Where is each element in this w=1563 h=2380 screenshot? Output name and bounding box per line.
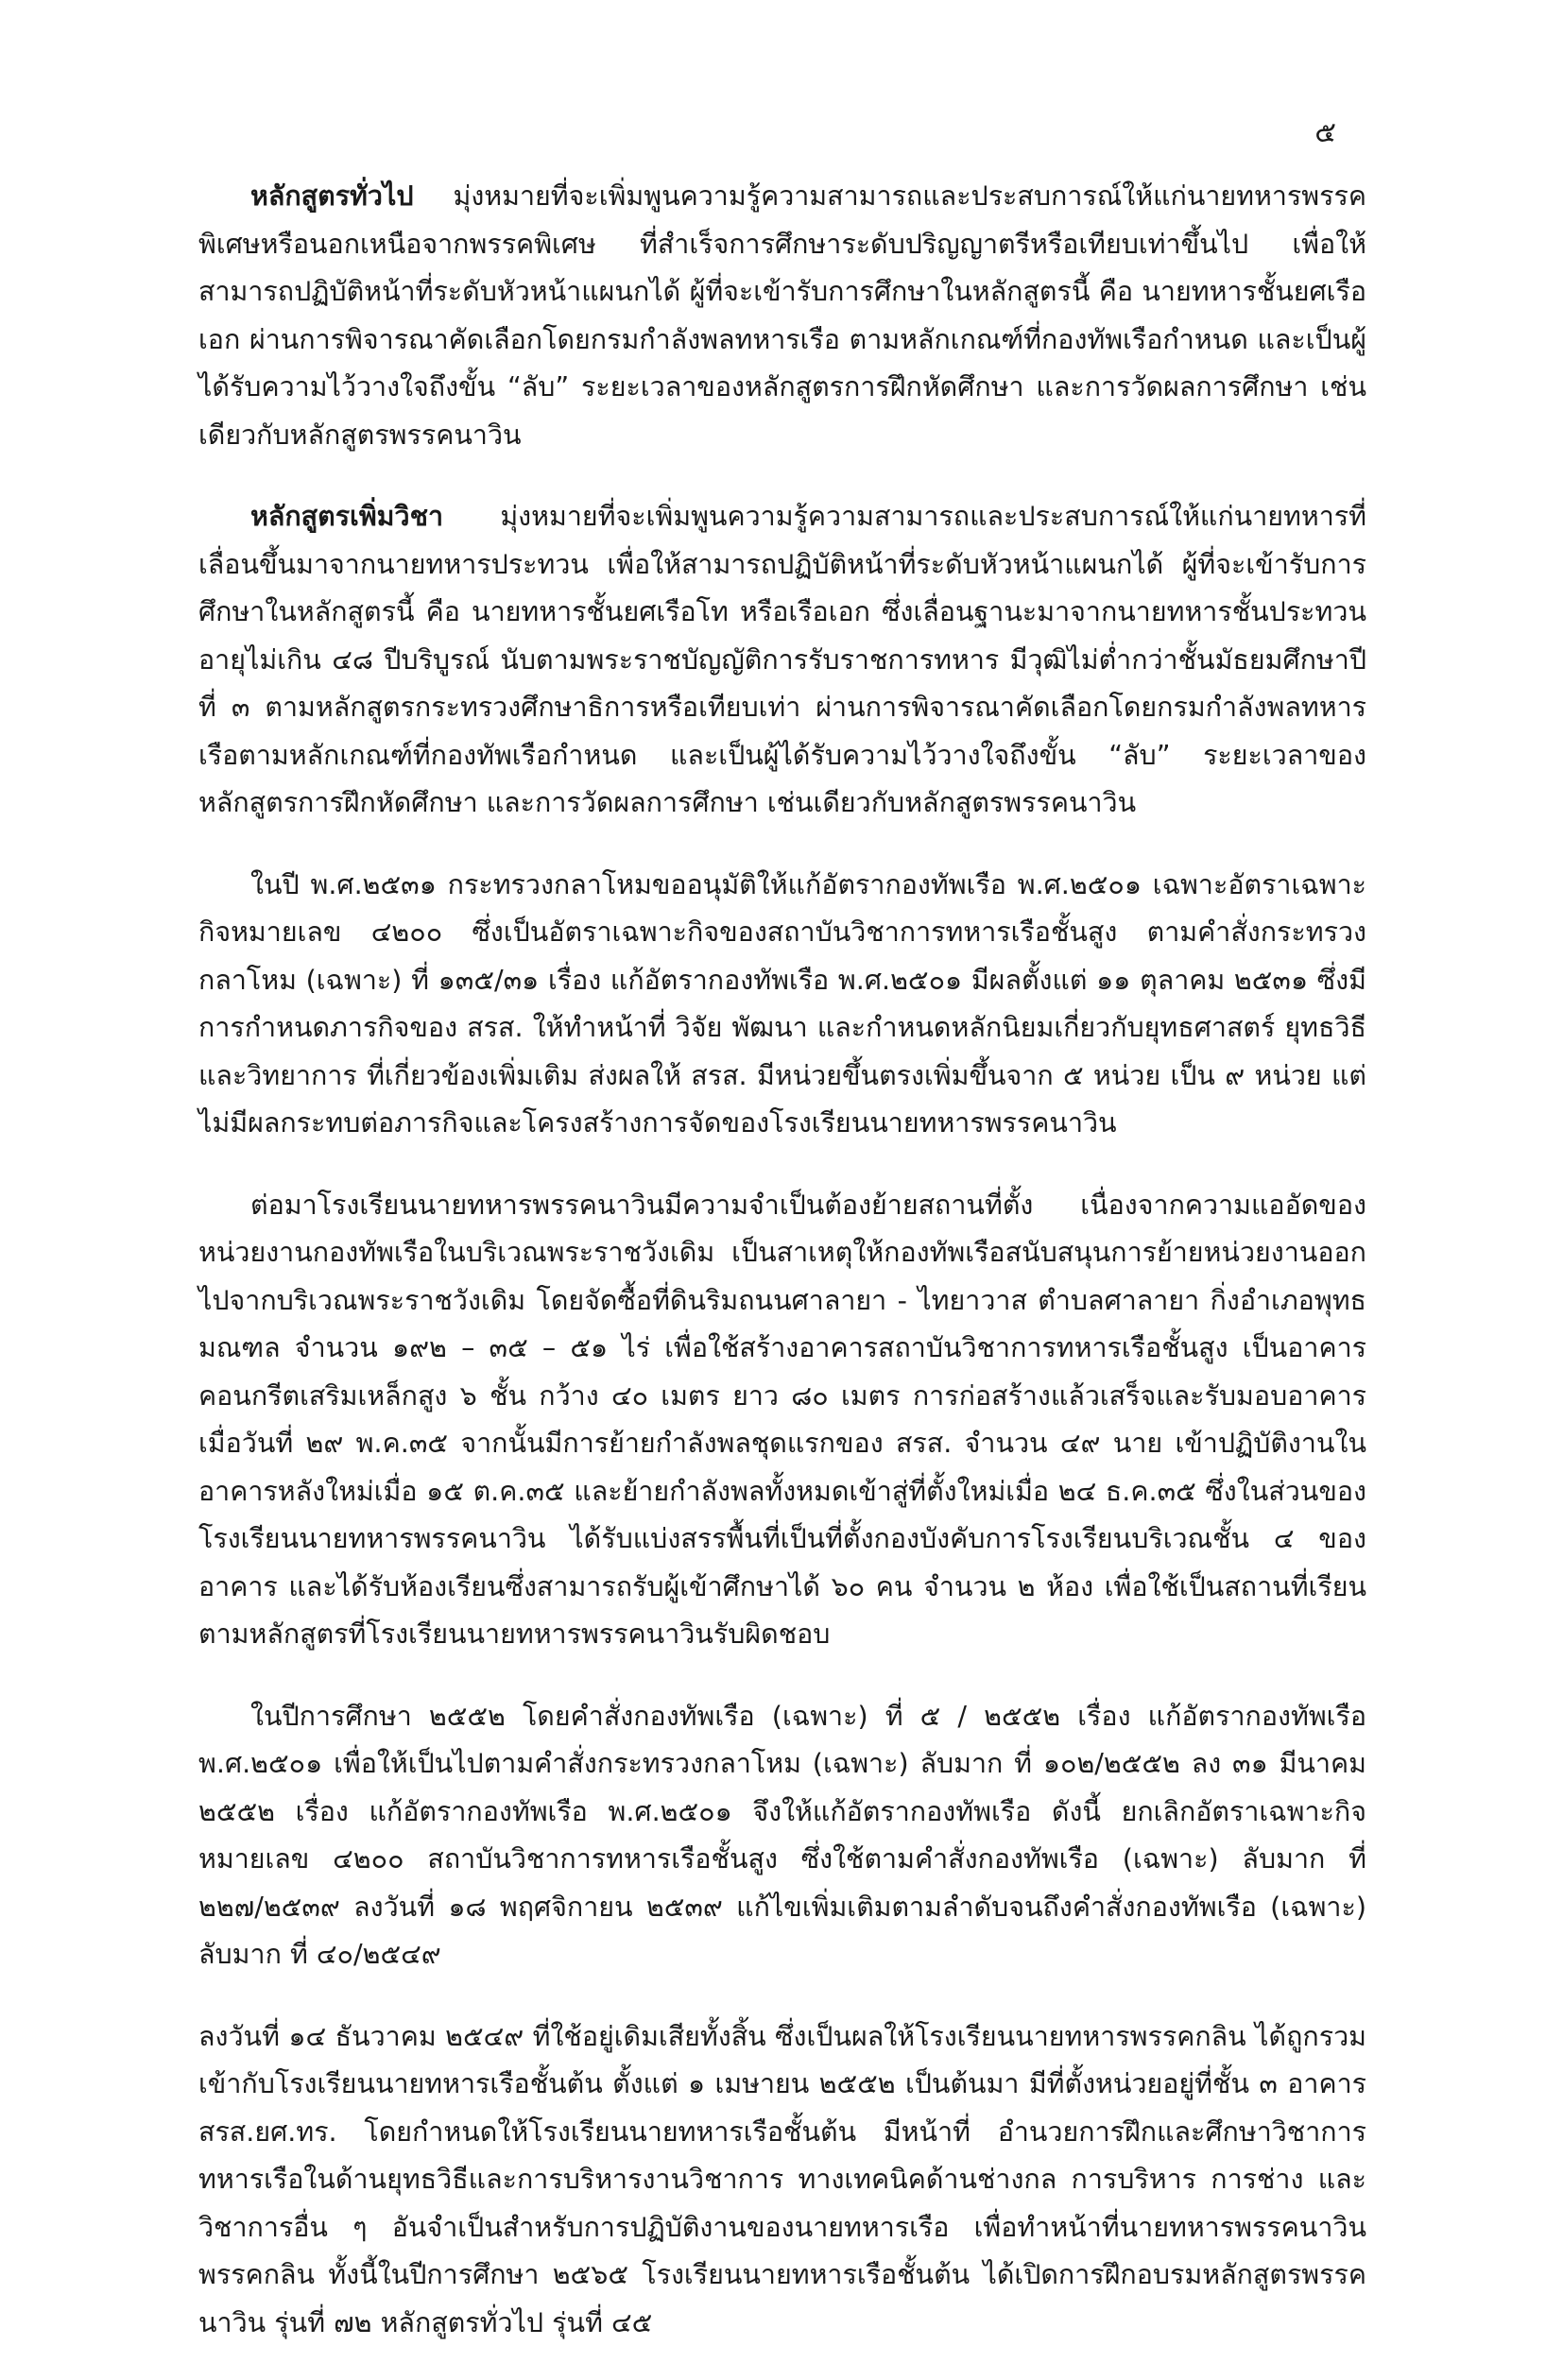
paragraph-heading: หลักสูตรเพิ่มวิชา xyxy=(250,500,444,532)
paragraph-text: มุ่งหมายที่จะเพิ่มพูนความรู้ความสามารถและประสบการณ์ให้แก่นายทหารพรรคพิเศษหรือนอกเหนือจากพรรคพิเศษ ที่สำเร็จการศึกษาระดับปริญญาตรีหรือเทียบเท่าขึ้นไป เพื่อให้สามารถปฏิบัติหน้าที่ระดับหัวหน้าแผนกได้ ผู้ที่จะเข้ารับการศึกษาในหลักสูตรนี้ คือ นายทหารชั้นยศเรือเอก ผ่านการพิจารณาคัดเลือกโดยกรมกำลังพลทหารเรือ ตามหลักเกณฑ์ที่กองทัพเรือกำหนด และเป็นผู้ได้รับความไว้วางใจถึงขั้น “ลับ” ระยะเวลาของหลักสูตรการฝึกหัดศึกษา และการวัดผลการศึกษา เช่นเดียวกับหลักสูตรพรรคนาวิน xyxy=(198,180,1366,451)
paragraph-2531-rate-amendment xyxy=(198,861,1366,1147)
paragraph-text: ในปีการศึกษา ๒๕๕๒ โดยคำสั่งกองทัพเรือ (เฉพาะ) ที่ ๕ / ๒๕๕๒ เรื่อง แก้อัตรากองทัพเรือ พ.ศ.๒๕๐๑ เพื่อให้เป็นไปตามคำสั่งกระทรวงกลาโหม (เฉพาะ) ลับมาก ที่ ๑๐๒/๒๕๕๒ ลง ๓๑ มีนาคม ๒๕๕๒ เรื่อง แก้อัตรากองทัพเรือ พ.ศ.๒๕๐๑ จึงให้แก้อัตรากองทัพเรือ ดังนี้ ยกเลิกอัตราเฉพาะกิจ หมายเลข ๔๒๐๐ สถาบันวิชาการทหารเรือชั้นสูง ซึ่งใช้ตามคำสั่งกองทัพเรือ (เฉพาะ) ลับมาก ที่ ๒๒๗/๒๕๓๙ ลงวันที่ ๑๘ พฤศจิกายน ๒๕๓๙ แก้ไขเพิ่มเติมตามลำดับจนถึงคำสั่งกองทัพเรือ (เฉพาะ) ลับมาก ที่ ๔๐/๒๕๔๙ xyxy=(198,1699,1366,1970)
paragraph-2552-order xyxy=(198,1692,1366,1978)
page-number: ๕ xyxy=(1314,116,1336,149)
paragraph-text: ในปี พ.ศ.๒๕๓๑ กระทรวงกลาโหมขออนุมัติให้แก้อัตรากองทัพเรือ พ.ศ.๒๕๐๑ เฉพาะอัตราเฉพาะกิจหมายเลข ๔๒๐๐ ซึ่งเป็นอัตราเฉพาะกิจของสถาบันวิชาการทหารเรือชั้นสูง ตามคำสั่งกระทรวงกลาโหม (เฉพาะ) ที่ ๑๓๕/๓๑ เรื่อง แก้อัตรากองทัพเรือ พ.ศ.๒๕๐๑ มีผลตั้งแต่ ๑๑ ตุลาคม ๒๕๓๑ ซึ่งมีการกำหนดภารกิจของ สรส. ให้ทำหน้าที่ วิจัย พัฒนา และกำหนดหลักนิยมเกี่ยวกับยุทธศาสตร์ ยุทธวิธี และวิทยาการ ที่เกี่ยวข้องเพิ่มเติม ส่งผลให้ สรส. มีหน่วยขึ้นตรงเพิ่มขึ้นจาก ๕ หน่วย เป็น ๙ หน่วย แต่ไม่มีผลกระทบต่อภารกิจและโครงสร้างการจัดของโรงเรียนนายทหารพรรคนาวิน xyxy=(198,867,1366,1139)
document-body xyxy=(198,172,1366,2380)
paragraph-merger xyxy=(198,2012,1366,2347)
paragraph-text: ลงวันที่ ๑๔ ธันวาคม ๒๕๔๙ ที่ใช้อยู่เดิมเสียทั้งสิ้น ซึ่งเป็นผลให้โรงเรียนนายทหารพรรคกลิน ได้ถูกรวมเข้ากับโรงเรียนนายทหารเรือชั้นต้น ตั้งแต่ ๑ เมษายน ๒๕๕๒ เป็นต้นมา มีที่ตั้งหน่วยอยู่ที่ชั้น ๓ อาคาร สรส.ยศ.ทร. โดยกำหนดให้โรงเรียนนายทหารเรือชั้นต้น มีหน้าที่ อำนวยการฝึกและศึกษาวิชาการทหารเรือในด้านยุทธวิธีและการบริหารงานวิชาการ ทางเทคนิคด้านช่างกล การบริหาร การช่าง และวิชาการอื่น ๆ อันจำเป็นสำหรับการปฏิบัติงานของนายทหารเรือ เพื่อทำหน้าที่นายทหารพรรคนาวิน พรรคกลิน ทั้งนี้ในปีการศึกษา ๒๕๖๕ โรงเรียนนายทหารเรือชั้นต้น ได้เปิดการฝึกอบรมหลักสูตรพรรคนาวิน รุ่นที่ ๗๒ หลักสูตรทั่วไป รุ่นที่ ๔๕ xyxy=(198,2019,1366,2338)
paragraph-general-curriculum xyxy=(198,172,1366,458)
paragraph-text: ต่อมาโรงเรียนนายทหารพรรคนาวินมีความจำเป็นต้องย้ายสถานที่ตั้ง เนื่องจากความแออัดของหน่วยงานกองทัพเรือในบริเวณพระราชวังเดิม เป็นสาเหตุให้กองทัพเรือสนับสนุนการย้ายหน่วยงานออกไปจากบริเวณพระราชวังเดิม โดยจัดซื้อที่ดินริมถนนศาลายา - ไทยาวาส ตำบลศาลายา กิ่งอำเภอพุทธมณฑล จำนวน ๑๙๒ – ๓๕ – ๕๑ ไร่ เพื่อใช้สร้างอาคารสถาบันวิชาการทหารเรือชั้นสูง เป็นอาคารคอนกรีตเสริมเหล็กสูง ๖ ชั้น กว้าง ๔๐ เมตร ยาว ๘๐ เมตร การก่อสร้างแล้วเสร็จและรับมอบอาคารเมื่อวันที่ ๒๙ พ.ค.๓๕ จากนั้นมีการย้ายกำลังพลชุดแรกของ สรส. จำนวน ๔๙ นาย เข้าปฏิบัติงานในอาคารหลังใหม่เมื่อ ๑๕ ต.ค.๓๕ และย้ายกำลังพลทั้งหมดเข้าสู่ที่ตั้งใหม่เมื่อ ๒๔ ธ.ค.๓๕ ซึ่งในส่วนของโรงเรียนนายทหารพรรคนาวิน ได้รับแบ่งสรรพื้นที่เป็นที่ตั้งกองบังคับการโรงเรียนบริเวณชั้น ๔ ของอาคาร และได้รับห้องเรียนซึ่งสามารถรับผู้เข้าศึกษาได้ ๖๐ คน จำนวน ๒ ห้อง เพื่อใช้เป็นสถานที่เรียนตามหลักสูตรที่โรงเรียนนายทหารพรรคนาวินรับผิดชอบ xyxy=(198,1188,1366,1650)
paragraph-text: มุ่งหมายที่จะเพิ่มพูนความรู้ความสามารถและประสบการณ์ให้แก่นายทหารที่เลื่อนขึ้นมาจากนายทหารประทวน เพื่อให้สามารถปฏิบัติหน้าที่ระดับหัวหน้าแผนกได้ ผู้ที่จะเข้ารับการศึกษาในหลักสูตรนี้ คือ นายทหารชั้นยศเรือโท หรือเรือเอก ซึ่งเลื่อนฐานะมาจากนายทหารชั้นประทวน อายุไม่เกิน ๔๘ ปีบริบูรณ์ นับตามพระราชบัญญัติการรับราชการทหาร มีวุฒิไม่ต่ำกว่าชั้นมัธยมศึกษาปีที่ ๓ ตามหลักสูตรกระทรวงศึกษาธิการหรือเทียบเท่า ผ่านการพิจารณาคัดเลือกโดยกรมกำลังพลทหารเรือตามหลักเกณฑ์ที่กองทัพเรือกำหนด และเป็นผู้ได้รับความไว้วางใจถึงขั้น “ลับ” ระยะเวลาของหลักสูตรการฝึกหัดศึกษา และการวัดผลการศึกษา เช่นเดียวกับหลักสูตรพรรคนาวิน xyxy=(198,500,1366,818)
paragraph-relocation xyxy=(198,1181,1366,1658)
paragraph-heading: หลักสูตรทั่วไป xyxy=(250,180,414,212)
paragraph-additional-curriculum xyxy=(198,492,1366,827)
